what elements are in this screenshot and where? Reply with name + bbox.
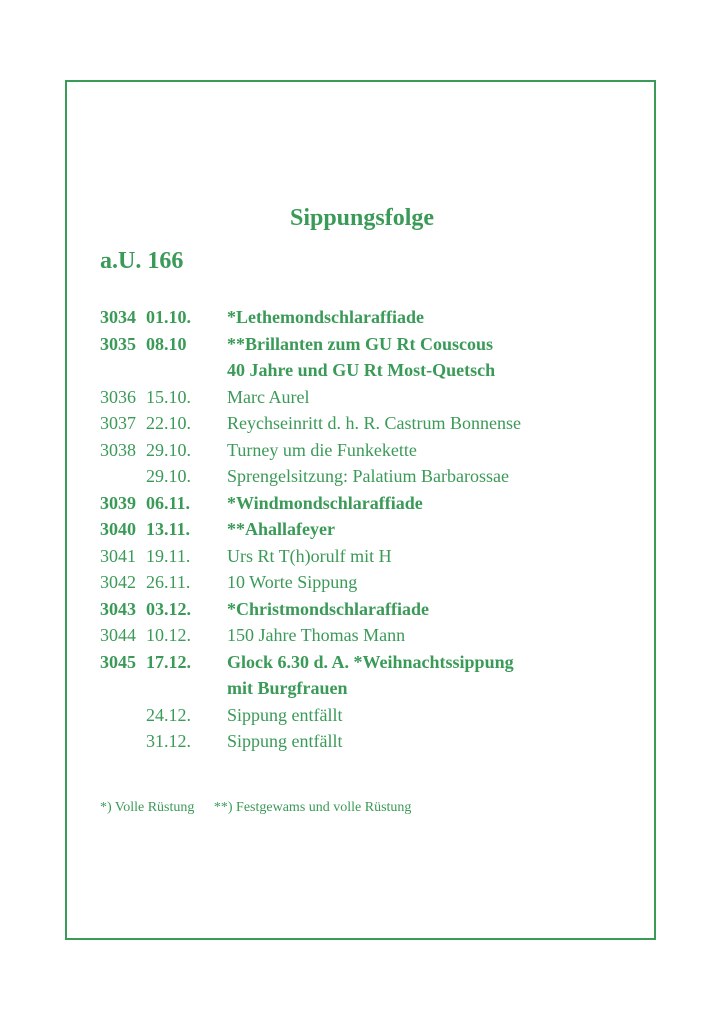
event-row — [100, 543, 660, 570]
event-title: *Christmondschlaraffiade — [227, 598, 429, 619]
event-row — [100, 516, 660, 543]
event-number: 3035 — [100, 333, 136, 354]
event-date: 08.10 — [146, 333, 187, 354]
event-row — [100, 675, 660, 702]
event-number: 3037 — [100, 413, 136, 433]
event-date: 17.12. — [146, 651, 191, 672]
event-row — [100, 437, 660, 464]
event-title: **Ahallafeyer — [227, 519, 335, 539]
event-number: 3042 — [100, 572, 136, 592]
event-number: 3034 — [100, 307, 136, 327]
footnotes — [100, 800, 411, 816]
event-title: *Lethemondschlaraffiade — [227, 307, 424, 327]
event-row — [100, 728, 660, 755]
event-date: 13.11. — [146, 519, 191, 539]
event-date: 15.10. — [146, 386, 191, 407]
event-row — [100, 410, 660, 437]
event-number: 3036 — [100, 386, 136, 407]
event-row — [100, 490, 660, 517]
year-heading: a.U. 166 — [100, 248, 184, 274]
event-number: 3040 — [100, 519, 136, 539]
event-date: 06.11. — [146, 492, 191, 513]
event-title: **Brillanten zum GU Rt Couscous — [227, 333, 494, 354]
event-date: 26.11. — [146, 572, 191, 592]
event-title: Sprengelsitzung: Palatium Barbarossae — [227, 466, 509, 486]
event-number: 3038 — [100, 439, 136, 460]
event-title: 10 Worte Sippung — [227, 572, 358, 592]
event-title: *Windmondschlaraffiade — [227, 492, 423, 513]
event-row — [100, 622, 660, 649]
event-number: 3044 — [100, 625, 136, 645]
event-row — [100, 702, 660, 729]
event-title: Glock 6.30 d. A. *Weihnachtssippung — [227, 651, 514, 672]
event-title: Turney um die Funkekette — [227, 439, 417, 460]
event-number: 3043 — [100, 598, 136, 619]
event-date: 31.12. — [146, 731, 191, 751]
event-title: Urs Rt T(h)orulf mit H — [227, 545, 392, 566]
event-date: 01.10. — [146, 307, 191, 327]
event-row — [100, 596, 660, 623]
footnote-full-armor: *) Volle Rüstung — [100, 800, 195, 815]
event-row — [100, 569, 660, 596]
event-row — [100, 384, 660, 411]
event-row — [100, 463, 660, 490]
event-date: 22.10. — [146, 413, 191, 433]
event-title: 40 Jahre und GU Rt Most-Quetsch — [227, 360, 496, 380]
event-date: 03.12. — [146, 598, 191, 619]
event-title: Marc Aurel — [227, 386, 310, 407]
event-title: Sippung entfällt — [227, 704, 343, 725]
event-date: 29.10. — [146, 466, 191, 486]
event-title: Sippung entfällt — [227, 731, 343, 751]
event-row — [100, 649, 660, 676]
event-title: mit Burgfrauen — [227, 678, 348, 698]
event-number: 3045 — [100, 651, 136, 672]
event-number: 3041 — [100, 545, 136, 566]
page-title: Sippungsfolge — [289, 205, 435, 231]
event-date: 24.12. — [146, 704, 191, 725]
event-number: 3039 — [100, 492, 136, 513]
event-title: 150 Jahre Thomas Mann — [227, 625, 406, 645]
event-title: Reychseinritt d. h. R. Castrum Bonnense — [227, 413, 521, 433]
event-date: 19.11. — [146, 545, 191, 566]
event-row — [100, 357, 660, 384]
event-row — [100, 331, 660, 358]
event-list — [100, 304, 660, 755]
event-row — [100, 304, 660, 331]
event-date: 10.12. — [146, 625, 191, 645]
event-date: 29.10. — [146, 439, 191, 460]
footnote-festive-armor: **) Festgewams und volle Rüstung — [213, 800, 412, 815]
